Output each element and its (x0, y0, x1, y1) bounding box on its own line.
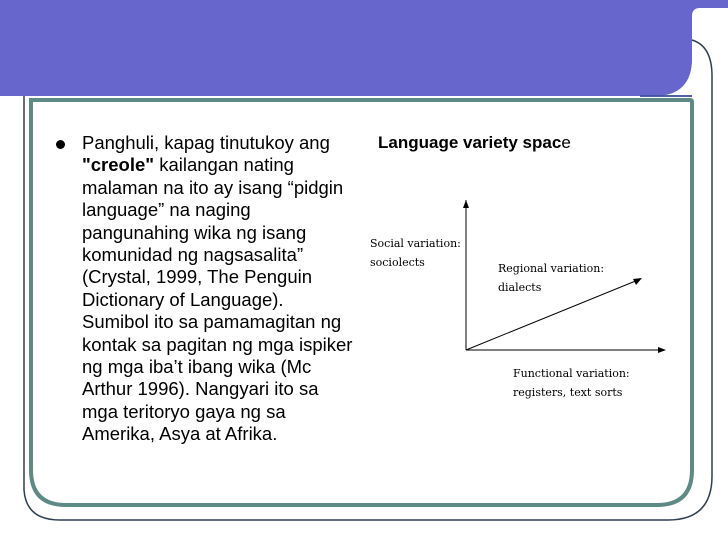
functional-variation-label: Functional variation: (513, 367, 630, 380)
banner-corner (692, 0, 728, 16)
regional-variation-label: Regional variation: (498, 262, 605, 275)
variety-title-rest: e (561, 133, 571, 152)
bullet-text-part-1: Panghuli, kapag tinutukoy ang (82, 132, 330, 153)
variety-space-diagram (368, 200, 668, 405)
variety-title (378, 133, 571, 153)
dialects-label: dialects (498, 281, 542, 294)
diagonal-arrow-icon (633, 278, 642, 285)
sociolects-label: sociolects (370, 256, 425, 269)
variety-title-bold: Language variety spac (378, 133, 562, 152)
bullet-dot-icon (56, 140, 65, 149)
social-variation-label: Social variation: (370, 237, 461, 250)
horizontal-arrow-icon (658, 347, 666, 353)
vertical-arrow-icon (463, 200, 469, 208)
diagonal-axis (466, 280, 638, 350)
creole-term: "creole" (82, 154, 155, 176)
bullet-text-part-3: kailangan nating malaman na ito ay isang “pidgin language” na naging pangunahing wika ng isang komunidad ng nagsasalita” (Crystal, 1999, The Penguin Dictionary of Language). Sumibol ito sa pamamagitan ng kontak sa pagitan ng mga ispiker ng mga iba’t ibang wika (Mc Arthur 1996). Nangyari ito sa mga teritoryo gaya ng sa Amerika, Asya at Afrika. (82, 154, 353, 445)
registers-label: registers, text sorts (513, 386, 623, 399)
body-paragraph (82, 132, 354, 446)
